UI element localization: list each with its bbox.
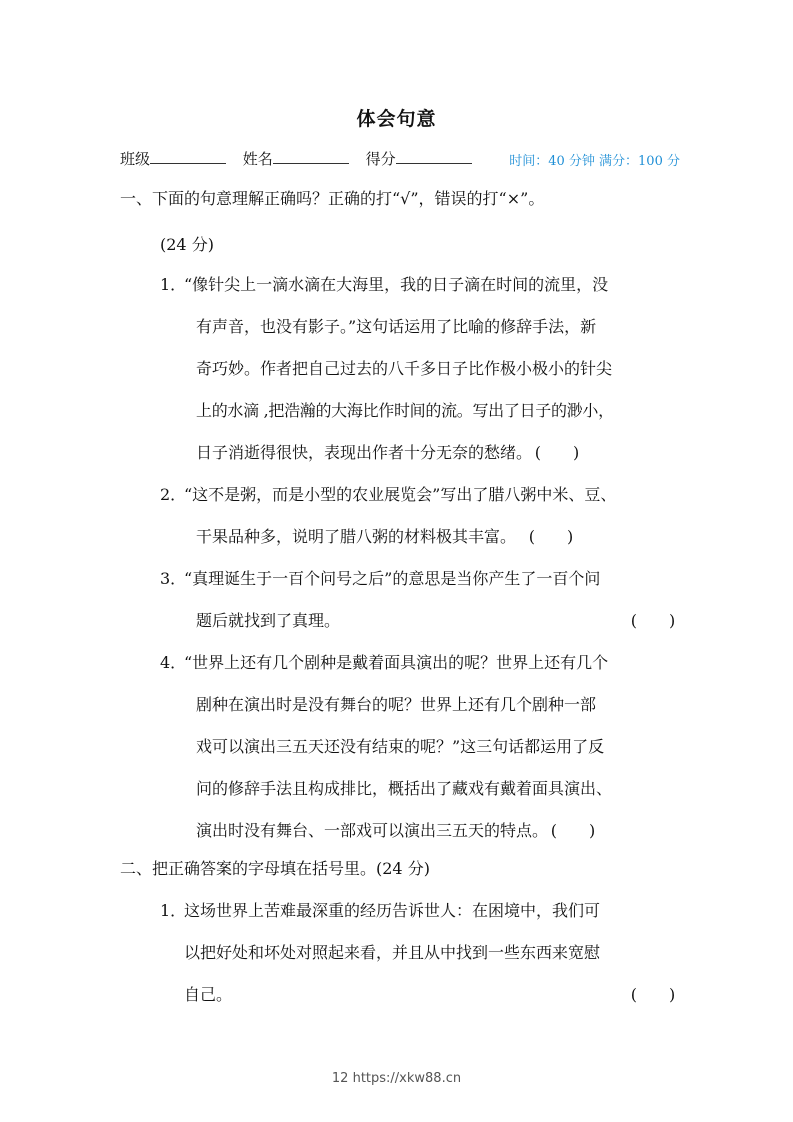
question-line: 戏可以演出三五天还没有结束的呢？”这三句话都运用了反	[196, 737, 605, 756]
question-line-text: 日子消逝得很快，表现出作者十分无奈的愁绪。	[196, 443, 533, 462]
answer-parentheses[interactable]: ( )	[630, 985, 676, 1004]
question-line-last	[160, 982, 680, 1024]
question-line: 上的水滴 ,把浩瀚的大海比作时间的流。写出了日子的渺小，	[196, 401, 614, 420]
class-label: 班级	[120, 150, 151, 168]
score-label: 得分	[365, 150, 396, 168]
score-blank[interactable]	[396, 151, 472, 164]
question-line-last	[160, 818, 680, 860]
question-line-text: 演出时没有舞台、一部戏可以演出三五天的特点。	[196, 821, 549, 840]
page-footer: 12 https://xkw88.cn	[331, 1071, 462, 1086]
question-1-3	[160, 566, 680, 650]
name-label: 姓名	[242, 150, 273, 168]
answer-parentheses[interactable]: ( )	[534, 443, 580, 462]
question-line-last	[160, 440, 680, 482]
question-number: 1．	[160, 275, 187, 294]
name-blank[interactable]	[273, 151, 349, 164]
score-field	[366, 148, 472, 169]
page-title: 体会句意	[356, 108, 437, 130]
question-line-text: 题后就找到了真理。	[196, 611, 341, 630]
question-1-2	[160, 482, 680, 566]
question-line-last	[160, 608, 680, 650]
question-line: “真理诞生于一百个问号之后”的意思是当你产生了一百个问	[184, 569, 601, 588]
question-line-last	[160, 524, 680, 566]
question-line: “这不是粥，而是小型的农业展览会”写出了腊八粥中米、豆、	[184, 485, 617, 504]
question-line-text: 干果品种多，说明了腊八粥的材料极其丰富。	[196, 527, 517, 546]
question-line: 有声音，也没有影子。”这句话运用了比喻的修辞手法，新	[196, 317, 597, 336]
question-line: 这场世界上苦难最深重的经历告诉世人：在困境中，我们可	[184, 901, 601, 920]
class-field	[120, 148, 226, 169]
answer-parentheses[interactable]: ( )	[630, 611, 676, 630]
question-number: 3．	[160, 569, 187, 588]
section1-heading: 一、下面的句意理解正确吗？正确的打“√”，错误的打“×”。	[120, 189, 545, 208]
class-blank[interactable]	[150, 151, 226, 164]
student-info-row	[120, 148, 680, 169]
question-number: 4．	[160, 653, 187, 672]
question-line: “像针尖上一滴水滴在大海里，我的日子滴在时间的流里，没	[184, 275, 609, 294]
question-line-text: 自己。	[184, 985, 233, 1004]
time-full-score: 时间：40 分钟 满分：100 分	[509, 154, 680, 169]
question-line: 以把好处和坏处对照起来看，并且从中找到一些东西来宽慰	[184, 943, 601, 962]
question-number: 2．	[160, 485, 187, 504]
question-line: 奇巧妙。作者把自己过去的八千多日子比作极小极小的针尖	[196, 359, 613, 378]
answer-parentheses[interactable]: ( )	[550, 821, 596, 840]
question-2-1	[160, 898, 680, 1024]
question-1-1	[160, 272, 680, 482]
question-line: 剧种在演出时是没有舞台的呢？世界上还有几个剧种一部	[196, 695, 597, 714]
name-field	[243, 148, 349, 169]
section1-points: (24 分)	[160, 235, 214, 254]
question-number: 1．	[160, 901, 187, 920]
section2-heading: 二、把正确答案的字母填在括号里。(24 分)	[120, 859, 430, 878]
question-1-4	[160, 650, 680, 860]
answer-parentheses[interactable]: ( )	[528, 527, 574, 546]
question-line: “世界上还有几个剧种是戴着面具演出的呢？世界上还有几个	[184, 653, 609, 672]
question-line: 问的修辞手法且构成排比，概括出了藏戏有戴着面具演出、	[196, 779, 613, 798]
